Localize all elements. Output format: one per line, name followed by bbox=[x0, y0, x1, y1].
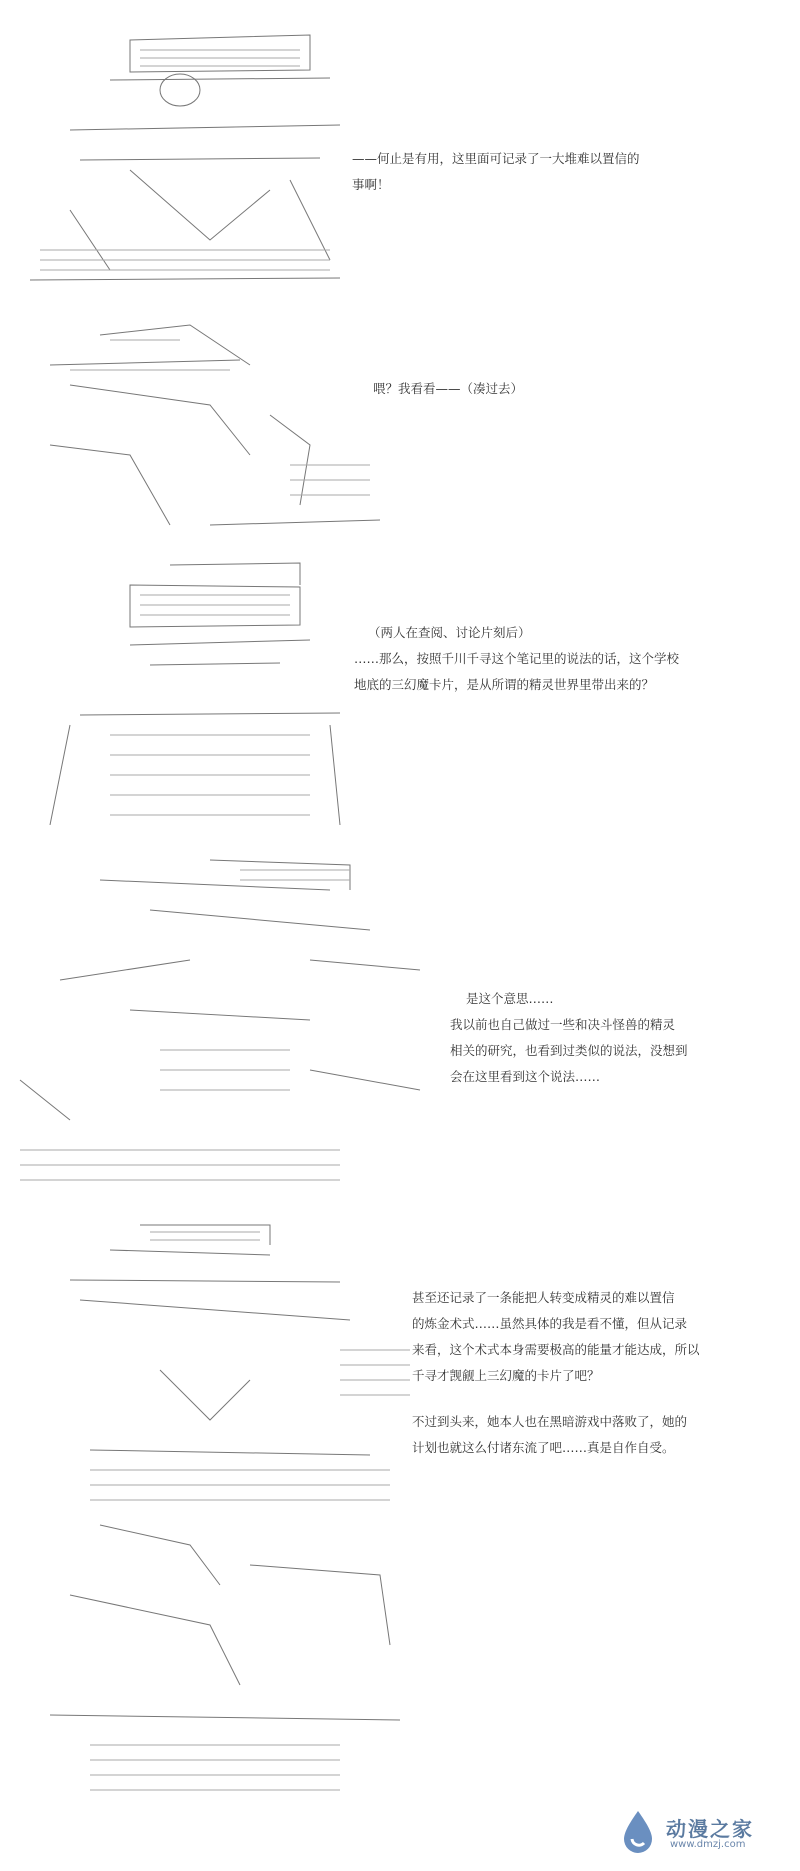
dialogue-line: 是这个意思…… bbox=[466, 991, 554, 1006]
panel-5 bbox=[0, 1215, 800, 1815]
dialogue-line: 地底的三幻魔卡片，是从所谓的精灵世界里带出来的？ bbox=[354, 677, 655, 692]
site-watermark bbox=[618, 1809, 778, 1855]
dialogue-line: 相关的研究，也看到过类似的说法，没想到 bbox=[450, 1043, 688, 1058]
dialogue-line: 不过到头来，她本人也在黑暗游戏中落败了，她的 bbox=[412, 1414, 688, 1429]
panel-4 bbox=[0, 840, 800, 1210]
dialogue-line: ……那么，按照千川千寻这个笔记里的说法的话，这个学校 bbox=[354, 651, 680, 666]
dialogue-line: 甚至还记录了一条能把人转变成精灵的难以置信 bbox=[412, 1290, 675, 1305]
panel-2 bbox=[0, 300, 800, 540]
panel-3 bbox=[0, 550, 800, 830]
dialogue-5 bbox=[412, 1285, 700, 1461]
dialogue-line: ——何止是有用，这里面可记录了一大堆难以置信的 bbox=[352, 151, 640, 166]
dialogue-line: 会在这里看到这个说法…… bbox=[450, 1069, 601, 1084]
dialogue-line: 来看，这个术式本身需要极高的能量才能达成，所以 bbox=[412, 1342, 700, 1357]
ascii-art-character-explaining bbox=[10, 850, 430, 1200]
ascii-art-character-thinking bbox=[10, 1220, 430, 1510]
dialogue-4 bbox=[450, 986, 688, 1090]
droplet-logo-icon bbox=[618, 1809, 660, 1855]
ascii-art-character-leaning bbox=[10, 305, 430, 535]
dialogue-2 bbox=[373, 376, 523, 402]
watermark-name: 动漫之家 bbox=[666, 1817, 754, 1841]
dialogue-line: 事啊！ bbox=[352, 177, 390, 192]
dialogue-line: 计划也就这么付诸东流了吧……真是自作自受。 bbox=[412, 1440, 675, 1455]
ascii-art-character-bottom bbox=[10, 1515, 430, 1805]
dialogue-line: 的炼金术式……虽然具体的我是看不懂，但从记录 bbox=[412, 1316, 688, 1331]
watermark-url: www.dmzj.com bbox=[670, 1839, 746, 1850]
dialogue-3 bbox=[354, 620, 680, 698]
dialogue-line: （两人在查阅、讨论片刻后） bbox=[368, 625, 531, 640]
dialogue-line: 我以前也自己做过一些和决斗怪兽的精灵 bbox=[450, 1017, 676, 1032]
panel-1 bbox=[0, 0, 800, 300]
dialogue-line: 喂？我看看——（凑过去） bbox=[373, 381, 524, 396]
dialogue-line: 千寻才觊觎上三幻魔的卡片了吧？ bbox=[412, 1368, 600, 1383]
dialogue-1 bbox=[352, 146, 640, 198]
